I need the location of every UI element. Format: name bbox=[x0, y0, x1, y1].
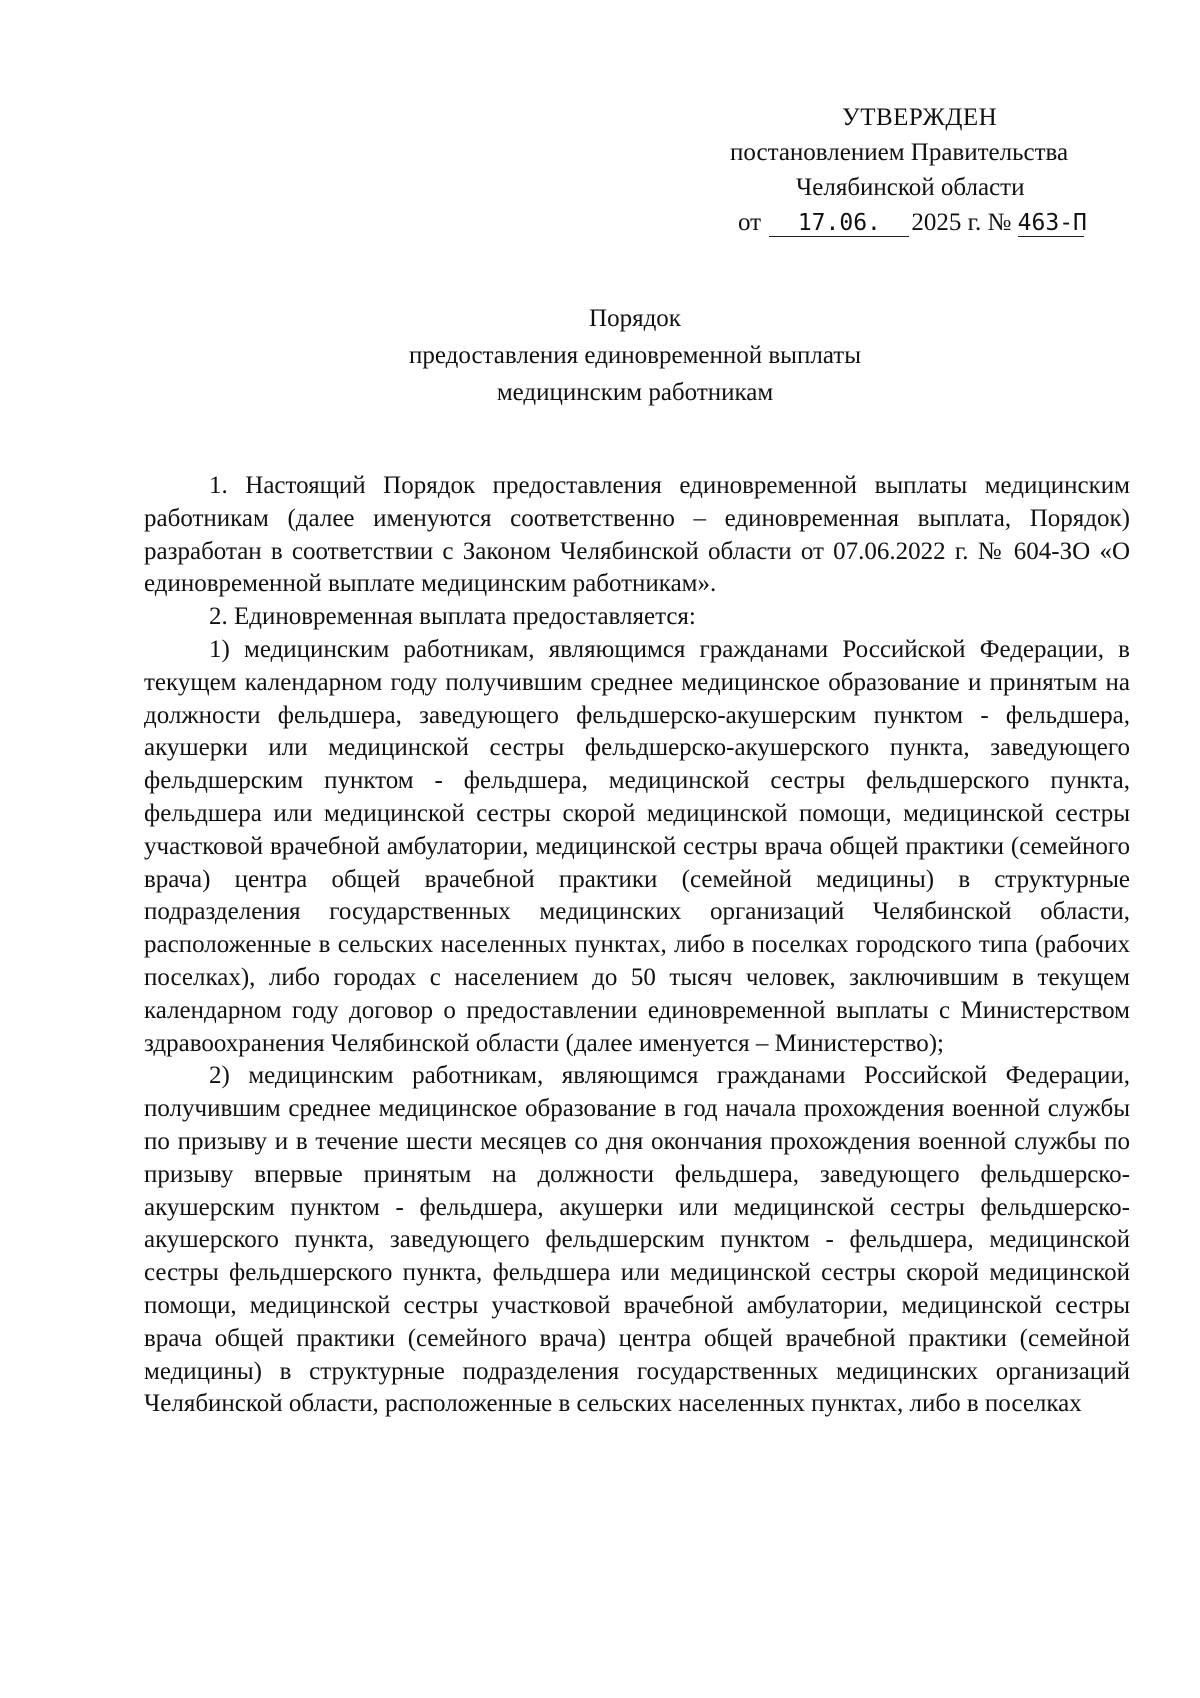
approval-authority: постановлением Правительства bbox=[730, 139, 1069, 166]
paragraph-2: 2. Единовременная выплата предоставляется: bbox=[209, 603, 696, 631]
approval-heading: УТВЕРЖДЕН bbox=[842, 104, 998, 131]
approval-year: 2025 г. № bbox=[911, 209, 1012, 236]
approval-region: Челябинской области bbox=[796, 174, 1025, 201]
document-title bbox=[140, 300, 1130, 411]
title-line-1: Порядок bbox=[589, 305, 681, 332]
paragraph-1: 1. Настоящий Порядок предоставления единовременной выплаты медицинским работникам (далее именуются соответственно – единовременная выплата, Порядок) разработан в соответствии с Законом Челябинской области от 07.06.2022 г. № 604-ЗО «О единовременной выплате медицинским работникам». bbox=[144, 472, 1130, 598]
title-line-2: предоставления единовременной выплаты bbox=[408, 342, 862, 369]
approval-number: 463-П bbox=[1017, 210, 1087, 236]
approval-date: 17.06. bbox=[769, 210, 909, 237]
title-line-3: медицинским работникам bbox=[496, 379, 774, 406]
approval-stamp bbox=[730, 100, 1120, 240]
approval-date-line bbox=[730, 205, 1120, 240]
paragraph-3: 1) медицинским работникам, являющимся гражданами Российской Федерации, в текущем календарном году получившим среднее медицинское образование и принятым на должности фельдшера, заведующего фельдшерско-акушерским пунктом - фельдшера, акушерки или медицинской сестры фельдшерско-акушерского пункта, заведующего фельдшерским пунктом - фельдшера, медицинской сестры фельдшерского пункта, фельдшера или медицинской сестры скорой медицинской помощи, медицинской сестры участковой врачебной амбулатории, медицинской сестры врача общей практики (семейного врача) центра общей врачебной практики (семейной медицины) в структурные подразделения государственных медицинских организаций Челябинской области, расположенные в сельских населенных пунктах, либо в поселках городского типа (рабочих поселках), либо городах с населением до 50 тысяч человек, заключившим в текущем календарном году договор о предоставлении единовременной выплаты с Министерством здравоохранения Челябинской области (далее именуется – Министерство); bbox=[144, 635, 1130, 1057]
date-prefix: от bbox=[738, 209, 762, 236]
document-body bbox=[144, 470, 1130, 1421]
paragraph-4: 2) медицинским работникам, являющимся гражданами Российской Федерации, получившим среднее медицинское образование в год начала прохождения военной службы по призыву и в течение шести месяцев со дня окончания прохождения военной службы по призыву впервые принятым на должности фельдшера, заведующего фельдшерско-акушерским пунктом - фельдшера, акушерки или медицинской сестры фельдшерско-акушерского пункта, заведующего фельдшерским пунктом - фельдшера, медицинской сестры фельдшерского пункта, фельдшера или медицинской сестры скорой медицинской помощи, медицинской сестры участковой врачебной амбулатории, медицинской сестры врача общей практики (семейного врача) центра общей врачебной практики (семейной медицины) в структурные подразделения государственных медицинских организаций Челябинской области, расположенные в сельских населенных пунктах, либо в поселках bbox=[144, 1062, 1130, 1418]
